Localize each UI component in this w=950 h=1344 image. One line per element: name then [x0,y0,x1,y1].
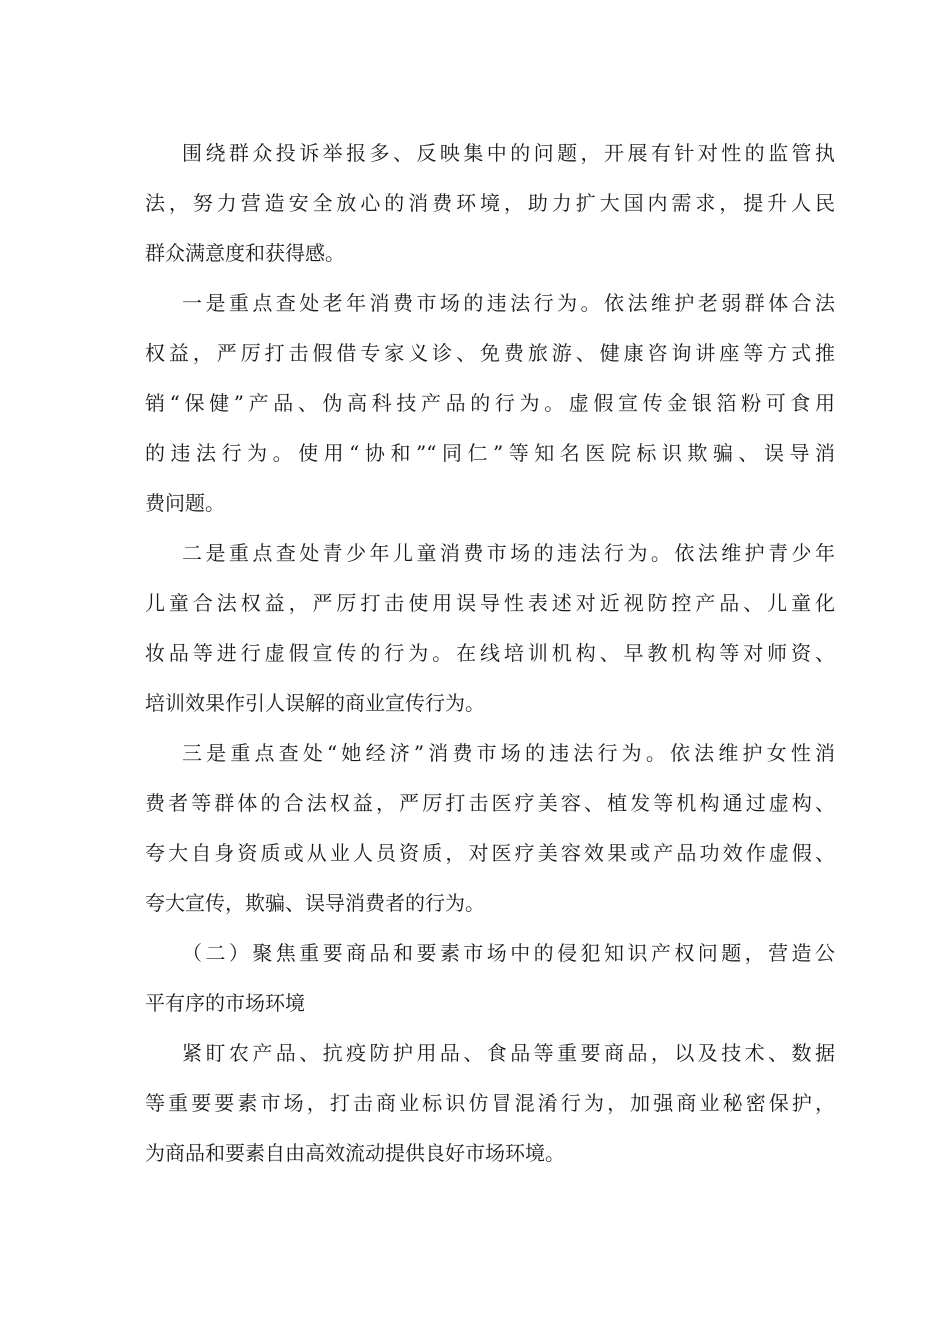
text-line: 平有序的市场环境 [145,991,305,1015]
text-line: 法，努力营造安全放心的消费环境，助力扩大国内需求，提升人民 [145,191,835,215]
text-line: 儿童合法权益，严厉打击使用误导性表述对近视防控产品、儿童化 [145,591,835,615]
text-line: 三是重点查处“她经济”消费市场的违法行为。依法维护女性消 [182,741,835,765]
paragraph-key-goods [145,1028,835,1178]
paragraph-her-economy [145,728,835,928]
text-line: 群众满意度和获得感。 [145,241,345,265]
paragraph-youth [145,528,835,728]
paragraph-elderly [145,278,835,528]
text-line: （二）聚焦重要商品和要素市场中的侵犯知识产权问题，营造公 [182,941,835,965]
text-line: 培训效果作引人误解的商业宣传行为。 [145,691,485,715]
document-body [145,128,835,1178]
text-line: 妆品等进行虚假宣传的行为。在线培训机构、早教机构等对师资、 [145,641,835,665]
text-line: 夸大自身资质或从业人员资质，对医疗美容效果或产品功效作虚假、 [145,841,835,865]
text-line: 的违法行为。使用“协和”“同仁”等知名医院标识欺骗、误导消 [145,441,835,465]
text-line: 费者等群体的合法权益，严厉打击医疗美容、植发等机构通过虚构、 [145,791,835,815]
paragraph-intro [145,128,835,278]
text-line: 销“保健”产品、伪高科技产品的行为。虚假宣传金银箔粉可食用 [145,391,835,415]
text-line: 紧盯农产品、抗疫防护用品、食品等重要商品，以及技术、数据 [182,1041,835,1065]
text-line: 为商品和要素自由高效流动提供良好市场环境。 [145,1141,565,1165]
text-line: 二是重点查处青少年儿童消费市场的违法行为。依法维护青少年 [182,541,835,565]
section-heading [145,928,835,1028]
text-line: 等重要要素市场，打击商业标识仿冒混淆行为，加强商业秘密保护， [145,1091,835,1115]
text-line: 费问题。 [145,491,225,515]
text-line: 夸大宣传，欺骗、误导消费者的行为。 [145,891,485,915]
text-line: 围绕群众投诉举报多、反映集中的问题，开展有针对性的监管执 [182,141,835,165]
text-line: 权益，严厉打击假借专家义诊、免费旅游、健康咨询讲座等方式推 [145,341,835,365]
text-line: 一是重点查处老年消费市场的违法行为。依法维护老弱群体合法 [182,291,835,315]
